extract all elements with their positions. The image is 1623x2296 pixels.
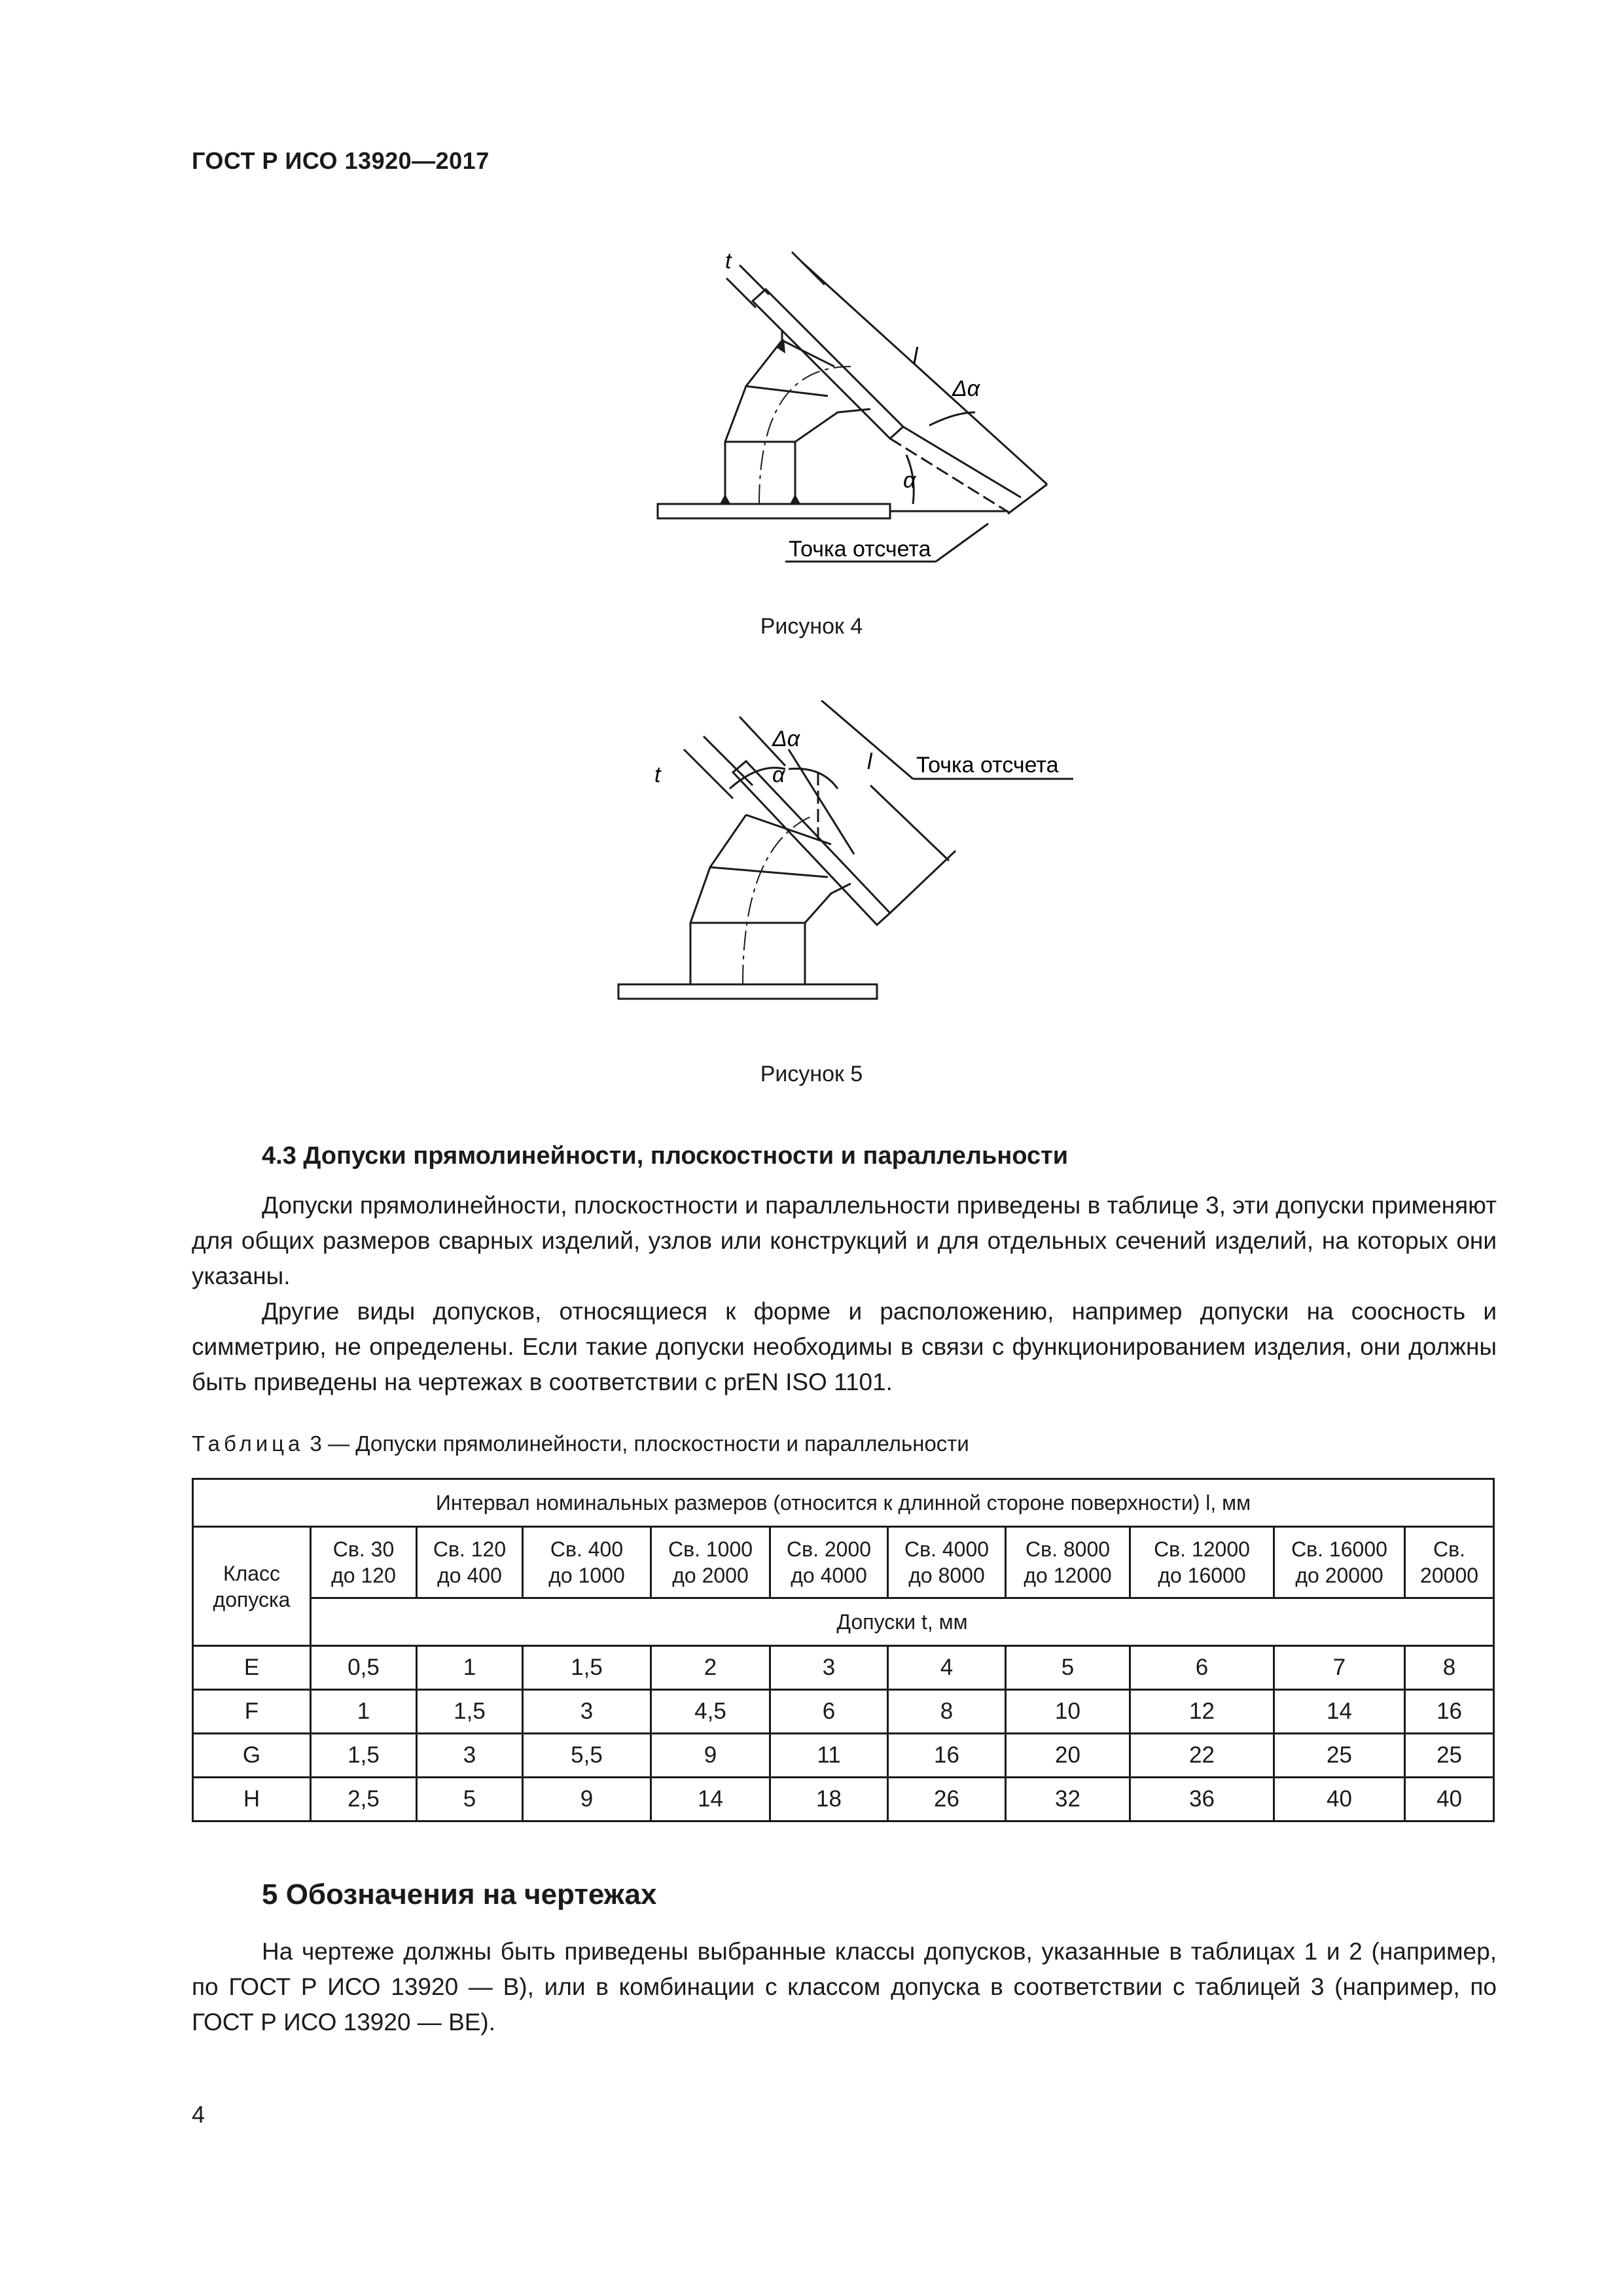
table-3-range-header: Св. 20000 <box>1405 1527 1494 1598</box>
figure-5-drawing <box>0 700 1623 1067</box>
table-3-range-header: Св. 2000 до 4000 <box>770 1527 888 1598</box>
table-cell: 16 <box>1405 1690 1494 1734</box>
table-cell: 36 <box>1130 1778 1274 1821</box>
table-3-class-header: Класс допуска <box>193 1527 311 1646</box>
table-cell: 2,5 <box>311 1778 417 1821</box>
figure-5-caption: Рисунок 5 <box>760 1062 863 1086</box>
document-header: ГОСТ Р ИСО 13920—2017 <box>192 147 490 174</box>
section-5-paragraph: На чертеже должны быть приведены выбранные классы допусков, указанные в таблицах 1 и 2 (например, по ГОСТ Р ИСО 13920 — B), или в комбинации с классом допуска в соответствии с таблицей 3 (например, по ГОСТ Р ИСО 13920 — BE). <box>192 1938 1497 2036</box>
table-cell: 9 <box>651 1734 770 1778</box>
table-3-caption-prefix: Таблица <box>192 1431 304 1456</box>
table-cell: 3 <box>770 1646 888 1690</box>
fig5-label-t: t <box>654 762 661 787</box>
table-cell: 20 <box>1006 1734 1130 1778</box>
fig4-elbow-outline <box>725 331 782 504</box>
table-cell-class: H <box>193 1778 311 1821</box>
table-cell: 11 <box>770 1734 888 1778</box>
table-cell: 32 <box>1006 1778 1130 1821</box>
table-row <box>193 1646 1494 1690</box>
table-cell: 5 <box>1006 1646 1130 1690</box>
fig4-dimension-l <box>802 262 1047 484</box>
table-cell: 1,5 <box>311 1734 417 1778</box>
fig5-elbow-outline <box>690 815 746 984</box>
fig5-label-alpha: α <box>772 762 785 787</box>
table-cell: 16 <box>888 1734 1006 1778</box>
table-cell: 5 <box>417 1778 523 1821</box>
table-cell: 6 <box>770 1690 888 1734</box>
table-cell: 1 <box>417 1646 523 1690</box>
table-3 <box>192 1478 1495 1822</box>
table-cell: 14 <box>1274 1690 1405 1734</box>
table-cell: 14 <box>651 1778 770 1821</box>
table-cell: 9 <box>523 1778 651 1821</box>
fig5-label-delta-alpha: Δα <box>772 726 800 751</box>
table-cell: 7 <box>1274 1646 1405 1690</box>
table-cell: 40 <box>1405 1778 1494 1821</box>
section-4-3-heading: 4.3 Допуски прямолинейности, плоскостности и параллельности <box>262 1142 1069 1170</box>
table-cell: 8 <box>1405 1646 1494 1690</box>
fig4-label-delta-alpha: Δα <box>952 376 980 401</box>
table-cell: 2 <box>651 1646 770 1690</box>
table-3-range-header: Св. 120 до 400 <box>417 1527 523 1598</box>
table-cell: 8 <box>888 1690 1006 1734</box>
fig5-label-reference-point: Точка отсчета <box>916 753 1059 778</box>
table-cell: 1,5 <box>523 1646 651 1690</box>
table-3-range-header: Св. 400 до 1000 <box>523 1527 651 1598</box>
table-cell: 6 <box>1130 1646 1274 1690</box>
table-cell: 12 <box>1130 1690 1274 1734</box>
table-cell: 0,5 <box>311 1646 417 1690</box>
table-cell-class: F <box>193 1690 311 1734</box>
table-cell: 18 <box>770 1778 888 1821</box>
table-cell: 22 <box>1130 1734 1274 1778</box>
table-3-interval-header: Интервал номинальных размеров (относится к длинной стороне поверхности) l, мм <box>193 1479 1494 1527</box>
table-3-caption <box>192 1431 969 1456</box>
table-cell: 4,5 <box>651 1690 770 1734</box>
fig4-base-plate <box>658 504 890 518</box>
table-row <box>193 1690 1494 1734</box>
fig4-label-t: t <box>725 249 732 274</box>
table-cell: 25 <box>1405 1734 1494 1778</box>
section-4-3-paragraph-2: Другие виды допусков, относящиеся к форме и расположению, например допуски на соосность и симметрию, не определены. Если такие допуски необходимы в связи с функционированием изделия, они должны быть приведены на чертежах в соответствии с prEN ISO 1101. <box>192 1298 1497 1395</box>
table-cell: 3 <box>523 1690 651 1734</box>
table-cell: 40 <box>1274 1778 1405 1821</box>
section-4-3-paragraph-1: Допуски прямолинейности, плоскостности и параллельности приведены в таблице 3, эти допуски применяют для общих размеров сварных изделий, узлов или конструкций и для отдельных сечений изделий, на которых они указаны. <box>192 1192 1497 1289</box>
figure-4-caption: Рисунок 4 <box>760 614 863 639</box>
table-cell-class: E <box>193 1646 311 1690</box>
section-5-body <box>192 1934 1497 2040</box>
table-3-range-header: Св. 4000 до 8000 <box>888 1527 1006 1598</box>
table-3-range-header: Св. 16000 до 20000 <box>1274 1527 1405 1598</box>
table-cell: 25 <box>1274 1734 1405 1778</box>
table-cell: 10 <box>1006 1690 1130 1734</box>
table-3-tolerance-header: Допуски t, мм <box>311 1598 1494 1646</box>
table-3-range-header: Св. 12000 до 16000 <box>1130 1527 1274 1598</box>
fig4-label-reference-point: Точка отсчета <box>789 537 931 562</box>
table-cell: 5,5 <box>523 1734 651 1778</box>
table-row <box>193 1734 1494 1778</box>
fig5-dimension-l <box>870 785 949 861</box>
fig5-base-plate <box>618 984 877 999</box>
table-cell: 26 <box>888 1778 1006 1821</box>
table-3-caption-text: 3 — Допуски прямолинейности, плоскостности и параллельности <box>304 1431 969 1456</box>
table-cell: 3 <box>417 1734 523 1778</box>
table-cell: 4 <box>888 1646 1006 1690</box>
table-cell: 1,5 <box>417 1690 523 1734</box>
fig4-label-alpha: α <box>903 468 916 493</box>
figure-4-drawing <box>0 216 1623 583</box>
table-3-range-header: Св. 1000 до 2000 <box>651 1527 770 1598</box>
fig5-label-l: l <box>867 749 872 774</box>
section-4-3-body <box>192 1188 1497 1400</box>
section-5-heading: 5 Обозначения на чертежах <box>262 1878 657 1910</box>
table-cell: 1 <box>311 1690 417 1734</box>
fig4-label-l: l <box>913 344 918 368</box>
table-row <box>193 1778 1494 1821</box>
page-number: 4 <box>192 2101 205 2128</box>
table-3-range-header: Св. 30 до 120 <box>311 1527 417 1598</box>
table-cell-class: G <box>193 1734 311 1778</box>
table-3-range-header: Св. 8000 до 12000 <box>1006 1527 1130 1598</box>
